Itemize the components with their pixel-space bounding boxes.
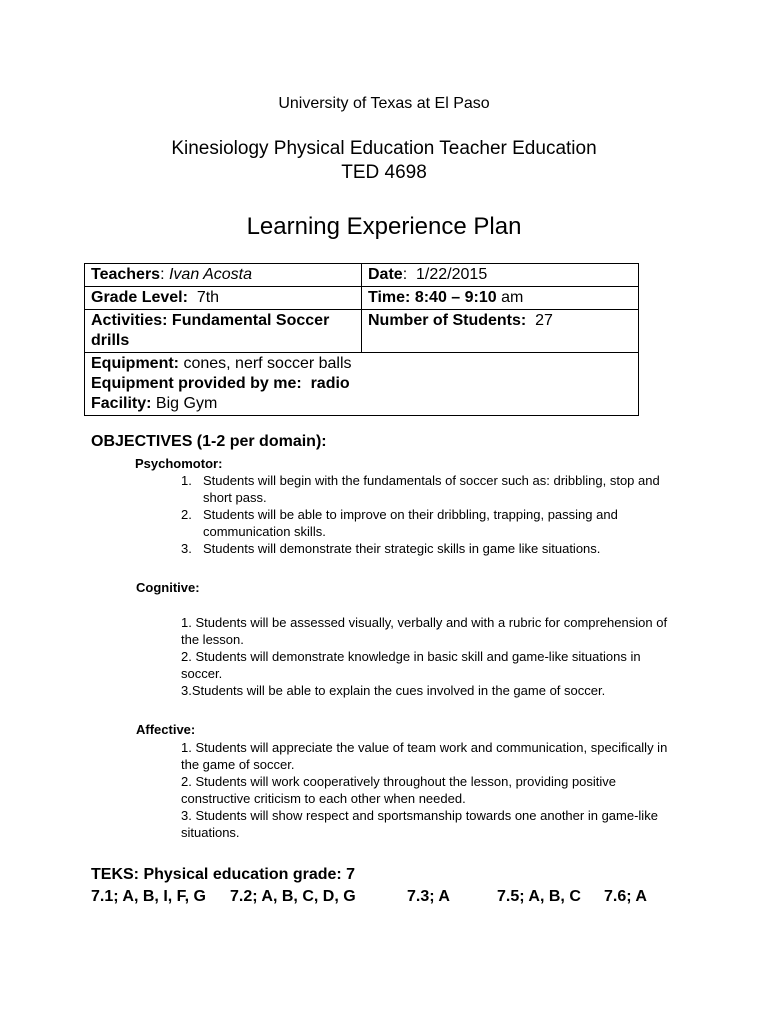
students-cell [362, 310, 639, 353]
list-item [181, 472, 681, 506]
equipment-value: cones, nerf soccer balls [183, 355, 352, 372]
equipment-cell [85, 353, 639, 416]
time-cell [362, 287, 639, 310]
psychomotor-list [181, 472, 681, 557]
time-value: am [501, 289, 524, 306]
item-number: 3. [181, 541, 192, 556]
teks-standards [91, 886, 647, 908]
facility-value: Big Gym [155, 395, 218, 412]
psychomotor-label: Psychomotor: [135, 456, 223, 471]
grade-label: Grade Level: [91, 289, 188, 306]
teachers-cell: Teachers: Ivan Acosta [85, 264, 362, 287]
students-value: 27 [535, 312, 553, 329]
list-item: 2. Students will work cooperatively throughout the lesson, providing positive constructive criticism to each other when needed. [181, 774, 617, 806]
lesson-info-table [84, 263, 639, 416]
item-text: Students will demonstrate their strategic skills in game like situations. [203, 541, 601, 556]
table-row [85, 287, 639, 310]
teachers-label: Teachers [91, 266, 161, 283]
teks-standard: 7.1; A, B, I, F, G [91, 888, 206, 905]
students-label: Number of Students: [368, 312, 527, 329]
equipment-label: Equipment: [91, 355, 179, 372]
facility-label: Facility: [91, 395, 152, 412]
university-name: University of Texas at El Paso [278, 95, 490, 112]
affective-label: Affective: [136, 722, 196, 737]
date-value: 1/22/2015 [416, 266, 488, 283]
list-item: 3.Students will be able to explain the cues involved in the game of soccer. [181, 683, 606, 698]
teks-standard: 7.6; A [604, 888, 647, 905]
list-item: 1. Students will be assessed visually, verbally and with a rubric for comprehension of the lesson. [181, 615, 668, 647]
course-code: TED 4698 [341, 162, 427, 183]
equipment-line [91, 354, 632, 374]
list-item [181, 506, 681, 540]
list-item [181, 540, 681, 557]
table-row [85, 353, 639, 416]
objectives-heading: OBJECTIVES (1-2 per domain): [91, 433, 327, 450]
item-text: Students will begin with the fundamentals of soccer such as: dribbling, stop and short pass. [203, 473, 660, 505]
date-label: Date [368, 266, 403, 283]
teks-standard: 7.5; A, B, C [497, 888, 581, 905]
table-row [85, 310, 639, 353]
teks-section [91, 864, 647, 908]
page-title: Learning Experience Plan [246, 213, 522, 240]
table-row [85, 264, 639, 287]
activities-label: Activities: Fundamental Soccer drills [91, 312, 330, 349]
teks-standard: 7.3; A [407, 888, 450, 905]
date-cell: Date: 1/22/2015 [362, 264, 639, 287]
item-number: 1. [181, 473, 192, 488]
teachers-value: Ivan Acosta [168, 266, 252, 283]
item-number: 2. [181, 507, 192, 522]
item-text: Students will be able to improve on their dribbling, trapping, passing and communication skills. [203, 507, 618, 539]
teks-heading: TEKS: Physical education grade: 7 [91, 866, 356, 883]
provided-value: radio [310, 375, 350, 392]
time-label: Time: 8:40 – 9:10 [368, 289, 497, 306]
teks-standard: 7.2; A, B, C, D, G [230, 888, 356, 905]
affective-list [181, 739, 681, 841]
list-item: 3. Students will show respect and sportsmanship towards one another in game-like situations. [181, 808, 658, 840]
cognitive-label: Cognitive: [136, 580, 200, 595]
department-heading [0, 137, 768, 185]
provided-label: Equipment provided by me: [91, 375, 302, 392]
grade-value: 7th [196, 289, 220, 306]
provided-line [91, 374, 632, 394]
list-item: 1. Students will appreciate the value of team work and communication, specifically in the game of soccer. [181, 740, 668, 772]
facility-line [91, 394, 632, 414]
cognitive-list [181, 614, 681, 699]
activities-cell [85, 310, 362, 353]
grade-cell [85, 287, 362, 310]
department-name: Kinesiology Physical Education Teacher Education [171, 138, 597, 159]
list-item: 2. Students will demonstrate knowledge in basic skill and game-like situations in soccer. [181, 649, 641, 681]
